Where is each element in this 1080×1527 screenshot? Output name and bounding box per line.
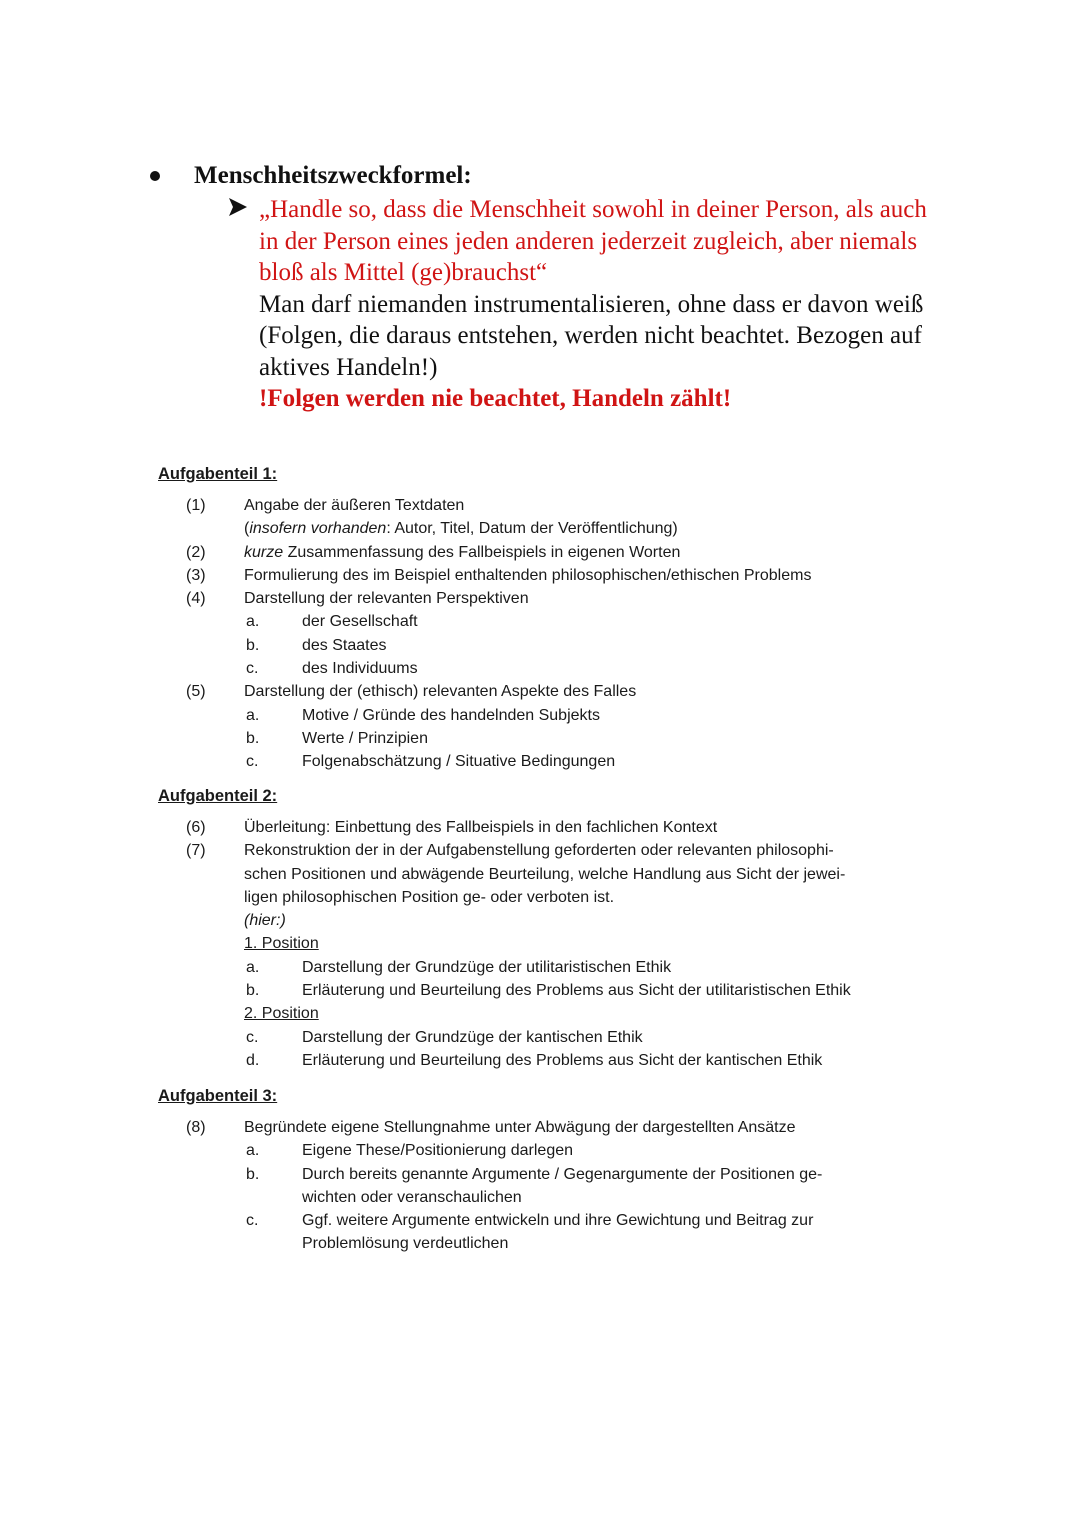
sub-text: Motive / Gründe des handelnden Subjekts [302, 706, 600, 724]
position-heading [158, 1002, 958, 1025]
item-number: (2) [186, 543, 206, 561]
sub-item [158, 1049, 958, 1072]
hier-note [158, 909, 958, 932]
sub-letter: b. [246, 982, 260, 1000]
sub-letter: c. [246, 753, 259, 771]
sub-text: Erläuterung und Beurteilung des Problems aus Sicht der utilitaristischen Ethik [302, 982, 851, 1000]
sub-item [158, 1163, 958, 1186]
sub-text: Eigene These/Positionierung darlegen [302, 1142, 574, 1160]
sub-item [158, 979, 958, 1002]
position-heading [158, 932, 958, 955]
sub-item [158, 634, 958, 657]
item-number: (8) [186, 1119, 206, 1136]
quote-line: „Handle so, dass die Menschheit sowohl in deiner Person, als auch [259, 196, 927, 223]
item-text: schen Positionen und abwägende Beurteilung, welche Handlung aus Sicht der jewei- [244, 865, 846, 883]
section-title: Aufgabenteil 2: [158, 787, 278, 805]
item-number: (7) [186, 842, 206, 860]
position-1-label: 1. Position [244, 935, 319, 953]
menschheit-notes [259, 194, 959, 415]
list-item [158, 494, 958, 517]
sub-item [158, 704, 958, 727]
item-text: Überleitung: Einbettung des Fallbeispiels in den fachlichen Kontext [244, 819, 718, 836]
sub-text: Folgenabschätzung / Situative Bedingungen [302, 753, 616, 771]
note-prefix: ( [244, 520, 250, 538]
sub-letter: b. [246, 636, 260, 654]
bullet-dot-icon [150, 171, 160, 181]
sub-letter: c. [246, 660, 259, 678]
sub-text: Problemlösung verdeutlichen [302, 1235, 509, 1253]
item-number: (1) [186, 497, 206, 514]
item-text: Darstellung der (ethisch) relevanten Aspekte des Falles [244, 683, 637, 701]
sub-item-cont [158, 1186, 958, 1209]
sub-text: Darstellung der Grundzüge der utilitaristischen Ethik [302, 958, 672, 976]
list-item [158, 587, 958, 610]
sub-letter: a. [246, 613, 260, 631]
sub-text: Durch bereits genannte Argumente / Gegenargumente der Positionen ge- [302, 1165, 823, 1183]
hier-label: (hier:) [244, 912, 286, 930]
heading-menschheitszweckformel: Menschheitszweckformel: [194, 162, 472, 189]
list-item [158, 816, 958, 839]
item-text: Darstellung der relevanten Perspektiven [244, 590, 529, 608]
sub-letter: b. [246, 729, 260, 747]
list-item [158, 1116, 958, 1139]
sub-letter: a. [246, 706, 260, 724]
list-item-note [158, 517, 958, 540]
position-2-label: 2. Position [244, 1005, 319, 1023]
list-item-cont [158, 863, 958, 886]
sub-item [158, 1139, 958, 1162]
list-item-cont [158, 886, 958, 909]
sub-item [158, 750, 958, 773]
sub-text: des Staates [302, 636, 387, 654]
section-title: Aufgabenteil 1: [158, 465, 278, 483]
sub-text: Erläuterung und Beurteilung des Problems aus Sicht der kantischen Ethik [302, 1051, 823, 1069]
sub-item [158, 1209, 958, 1232]
list-item [158, 839, 958, 862]
item-number: (4) [186, 590, 206, 608]
sub-text: wichten oder veranschaulichen [302, 1188, 522, 1206]
arrow-bullet-icon [228, 196, 248, 218]
emphasis-line: !Folgen werden nie beachtet, Handeln zählt! [259, 385, 732, 412]
sub-item [158, 956, 958, 979]
sub-item-cont [158, 1232, 958, 1255]
sub-text: der Gesellschaft [302, 613, 418, 631]
sub-letter: b. [246, 1165, 260, 1183]
sub-text: Werte / Prinzipien [302, 729, 428, 747]
sub-letter: a. [246, 1142, 260, 1160]
item-text: Rekonstruktion der in der Aufgabenstellung geforderten oder relevanten philosophi- [244, 842, 834, 860]
sub-text: Darstellung der Grundzüge der kantischen Ethik [302, 1028, 643, 1046]
note-italic: insofern vorhanden [249, 520, 387, 538]
section-title: Aufgabenteil 3: [158, 1087, 278, 1105]
list-item [158, 564, 958, 587]
item-text: Zusammenfassung des Fallbeispiels in eigenen Worten [283, 543, 681, 561]
sub-item [158, 727, 958, 750]
quote-line: in der Person eines jeden anderen jederzeit zugleich, aber niemals [259, 227, 918, 255]
list-item [158, 680, 958, 703]
aufgabenteil-1 [158, 463, 958, 774]
sub-text: Ggf. weitere Argumente entwickeln und ihre Gewichtung und Beitrag zur [302, 1212, 814, 1230]
note-text: : Autor, Titel, Datum der Veröffentlichung) [386, 520, 678, 538]
item-number: (3) [186, 566, 206, 584]
sub-text: des Individuums [302, 660, 418, 678]
explanation-line: aktives Handeln!) [259, 353, 438, 381]
item-italic: kurze [244, 543, 284, 561]
sub-letter: d. [246, 1051, 260, 1069]
sub-item [158, 610, 958, 633]
item-number: (6) [186, 819, 206, 836]
sub-letter: a. [246, 958, 260, 976]
sub-letter: c. [246, 1212, 259, 1230]
sub-item [158, 1026, 958, 1049]
sub-item [158, 657, 958, 680]
sub-letter: c. [246, 1028, 259, 1046]
item-text: Formulierung des im Beispiel enthaltenden philosophischen/ethischen Problems [244, 566, 812, 584]
item-text: Begründete eigene Stellungnahme unter Abwägung der dargestellten Ansätze [244, 1119, 796, 1136]
explanation-line: Man darf niemanden instrumentalisieren, ohne dass er davon weiß [259, 290, 924, 318]
quote-line: bloß als Mittel (ge)brauchst“ [259, 259, 548, 286]
explanation-line: (Folgen, die daraus entstehen, werden nicht beachtet. Bezogen auf [259, 322, 922, 349]
item-text: Angabe der äußeren Textdaten [244, 497, 465, 514]
item-number: (5) [186, 683, 206, 701]
aufgabenteil-2 [158, 785, 958, 1072]
item-text: ligen philosophischen Position ge- oder verboten ist. [244, 888, 615, 906]
aufgabenteil-3 [158, 1085, 958, 1256]
list-item [158, 541, 958, 564]
